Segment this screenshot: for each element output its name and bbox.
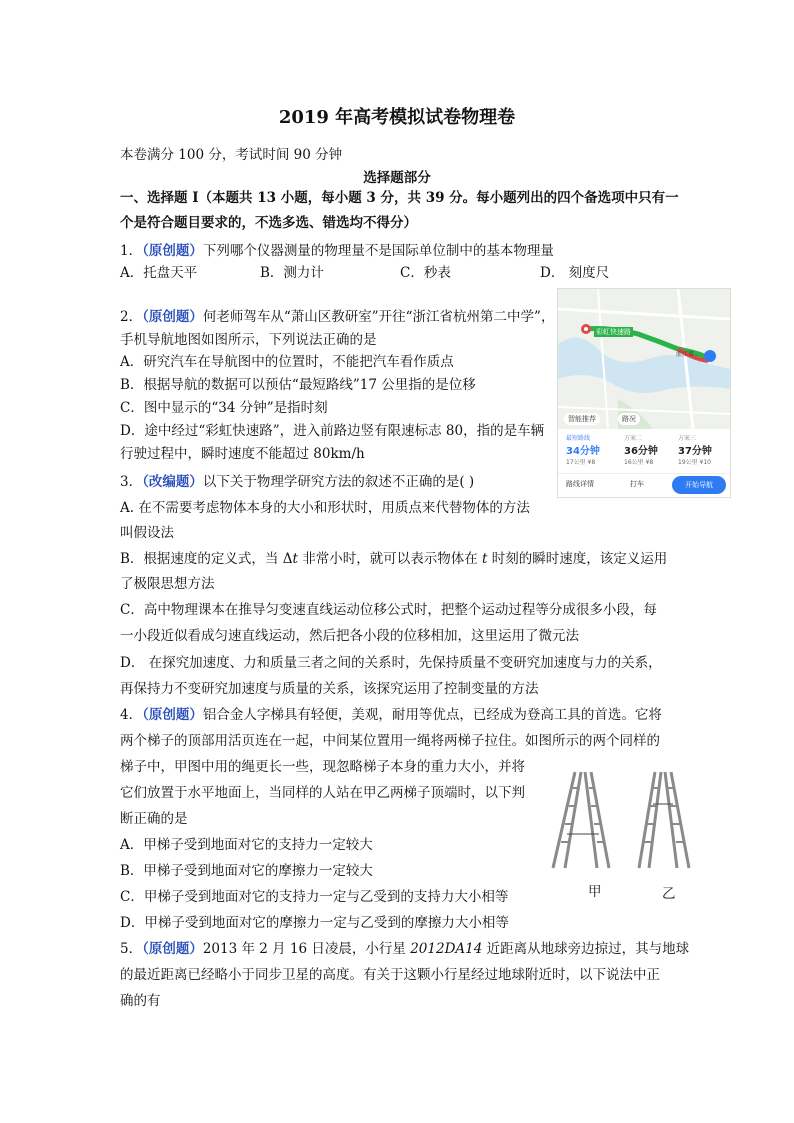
- route-plan-detail: 17公里 ¥8: [566, 459, 596, 466]
- exam-intro: 本卷满分 100 分，考试时间 90 分钟: [120, 147, 343, 163]
- question-stem: 2013 年 2 月 16 日凌晨，小行星: [202, 941, 411, 957]
- option-c: C．高中物理课本在推导匀变速直线运动位移公式时，把整个运动过程等分成很多小段，每: [120, 602, 657, 618]
- option-text: B．根据速度的定义式，当 Δ: [120, 551, 293, 567]
- navigation-map-figure: [557, 288, 731, 498]
- question-number: 1．: [120, 243, 143, 259]
- question-5: [120, 937, 689, 957]
- option-a: A．研究汽车在导航图中的位置时，不能把汽车看作质点: [120, 354, 454, 370]
- option-text: 非常小时，就可以表示物体在: [297, 551, 482, 567]
- route-plan-name: 方案三: [678, 435, 697, 442]
- question-stem-cont: 的最近距离已经略小于同步卫星的高度。有关于这颗小行星经过地球附近时，以下说法中正: [120, 967, 660, 983]
- taxi-button[interactable]: 打车: [630, 480, 644, 488]
- ladder-label-yi: 乙: [662, 886, 676, 902]
- asteroid-name: 2012DA14: [410, 941, 483, 957]
- traffic-button[interactable]: 路况: [618, 413, 640, 425]
- option-a-cont: 叫假设法: [120, 525, 174, 541]
- route-detail-button[interactable]: 路线详情: [566, 480, 594, 488]
- variable-t: t: [292, 551, 298, 567]
- option-c-cont: 一小段近似看成匀速直线运动，然后把各小段的位移相加，这里运用了微元法: [120, 628, 579, 644]
- question-number: 5．: [120, 941, 143, 957]
- part-title: 选择题部分: [363, 170, 431, 186]
- question-stem-cont: 确的有: [120, 993, 161, 1009]
- question-stem: 近距离从地球旁边掠过，其与地球: [482, 941, 690, 957]
- route-plan-2[interactable]: [624, 433, 674, 466]
- option-b: B．测力计: [260, 265, 324, 281]
- option-b: B．甲梯子受到地面对它的摩擦力一定较大: [120, 863, 373, 879]
- question-number: 2．: [120, 309, 143, 325]
- option-a: A. 在不需要考虑物体本身的大小和形状时，用质点来代替物体的方法: [120, 500, 530, 516]
- question-stem-cont: 手机导航地图如图所示，下列说法正确的是: [120, 332, 377, 348]
- route-plan-detail: 16公里 ¥8: [624, 459, 654, 466]
- question-tag: （原创题）: [142, 309, 203, 325]
- option-d: D． 刻度尺: [540, 265, 610, 281]
- section-heading-cont: 个是符合题目要求的，不选多选、错选均不得分）: [120, 215, 417, 231]
- ladder-label-jia: 甲: [588, 884, 602, 900]
- question-number: 4．: [120, 707, 143, 723]
- route-plan-name: 最短路线: [566, 435, 591, 442]
- page-title: 2019 年高考模拟试卷物理卷: [278, 107, 516, 128]
- option-b-cont: 了极限思想方法: [120, 576, 215, 592]
- question-tag: （原创题）: [142, 243, 203, 259]
- question-4: [120, 703, 662, 723]
- question-stem: 下列哪个仪器测量的物理量不是国际单位制中的基本物理量: [202, 243, 554, 259]
- question-stem-cont: 它们放置于水平地面上，当同样的人站在甲乙两梯子顶端时，以下判: [120, 785, 525, 801]
- question-stem: 铝合金人字梯具有轻便，美观，耐用等优点，已经成为登高工具的首选。它将: [202, 707, 662, 723]
- option-d: D． 在探究加速度、力和质量三者之间的关系时，先保持质量不变研究加速度与力的关系，: [120, 655, 662, 671]
- option-text: 时刻的瞬时速度，该定义运用: [487, 551, 668, 567]
- ladder-yi: [639, 772, 689, 868]
- route-plan-time: 36分钟: [624, 446, 658, 457]
- question-stem: 何老师驾车从“萧山区教研室”开往“浙江省杭州第二中学”，: [202, 309, 555, 325]
- question-number: 3．: [120, 474, 143, 490]
- route-plan-name: 方案二: [624, 435, 643, 442]
- option-d-cont: 再保持力不变研究加速度与质量的关系，该探究运用了控制变量的方法: [120, 681, 539, 697]
- question-2: [120, 305, 554, 325]
- option-d: D．甲梯子受到地面对它的摩擦力一定与乙受到的摩擦力大小相等: [120, 915, 509, 931]
- question-stem-cont: 断正确的是: [120, 811, 188, 827]
- route-plan-1[interactable]: [566, 433, 618, 466]
- option-d: D．途中经过“彩虹快速路”，进入前路边竖有限速标志 80，指的是车辆: [120, 423, 545, 439]
- question-stem: 以下关于物理学研究方法的叙述不正确的是( ): [202, 474, 475, 490]
- route-plan-time: 34分钟: [566, 446, 600, 457]
- destination-label: 浙江省...: [676, 351, 700, 358]
- start-navigation-button[interactable]: 开始导航: [672, 476, 726, 494]
- route-plan-detail: 19公里 ¥10: [678, 459, 711, 466]
- question-stem-cont: 梯子中，甲图中用的绳更长一些，现忽略梯子本身的重力大小，并将: [120, 759, 525, 775]
- road-label: 彩虹快速路: [596, 328, 631, 336]
- option-c: C．甲梯子受到地面对它的支持力一定与乙受到的支持力大小相等: [120, 889, 509, 905]
- question-stem-cont: 两个梯子的顶部用活页连在一起，中间某位置用一绳将两梯子拉住。如图所示的两个同样的: [120, 733, 660, 749]
- location-arrow-icon: [704, 350, 716, 362]
- question-1: [120, 239, 554, 259]
- variable-t: t: [482, 551, 488, 567]
- question-tag: （原创题）: [142, 941, 203, 957]
- ladder-jia: [553, 772, 609, 868]
- option-a: A．托盘天平: [120, 265, 198, 281]
- route-plan-time: 37分钟: [678, 446, 712, 457]
- option-a: A．甲梯子受到地面对它的支持力一定较大: [120, 837, 373, 853]
- option-c: C．图中显示的“34 分钟”是指时刻: [120, 400, 328, 416]
- map-graphic: [558, 289, 730, 429]
- option-d-cont: 行驶过程中，瞬时速度不能超过 80km/h: [120, 446, 365, 462]
- question-tag: （改编题）: [142, 474, 203, 490]
- section-heading: 一、选择题 I（本题共 13 小题，每小题 3 分，共 39 分。每小题列出的四个备选项中只有一: [120, 190, 679, 206]
- option-c: C．秒表: [400, 265, 451, 281]
- ladders-figure: [545, 768, 705, 878]
- route-plan-3[interactable]: [678, 433, 730, 466]
- question-tag: （原创题）: [142, 707, 203, 723]
- question-3: [120, 470, 474, 490]
- option-b: [120, 547, 667, 567]
- smart-route-button[interactable]: 智能推荐: [564, 413, 600, 425]
- option-b: B．根据导航的数据可以预估“最短路线”17 公里指的是位移: [120, 377, 476, 393]
